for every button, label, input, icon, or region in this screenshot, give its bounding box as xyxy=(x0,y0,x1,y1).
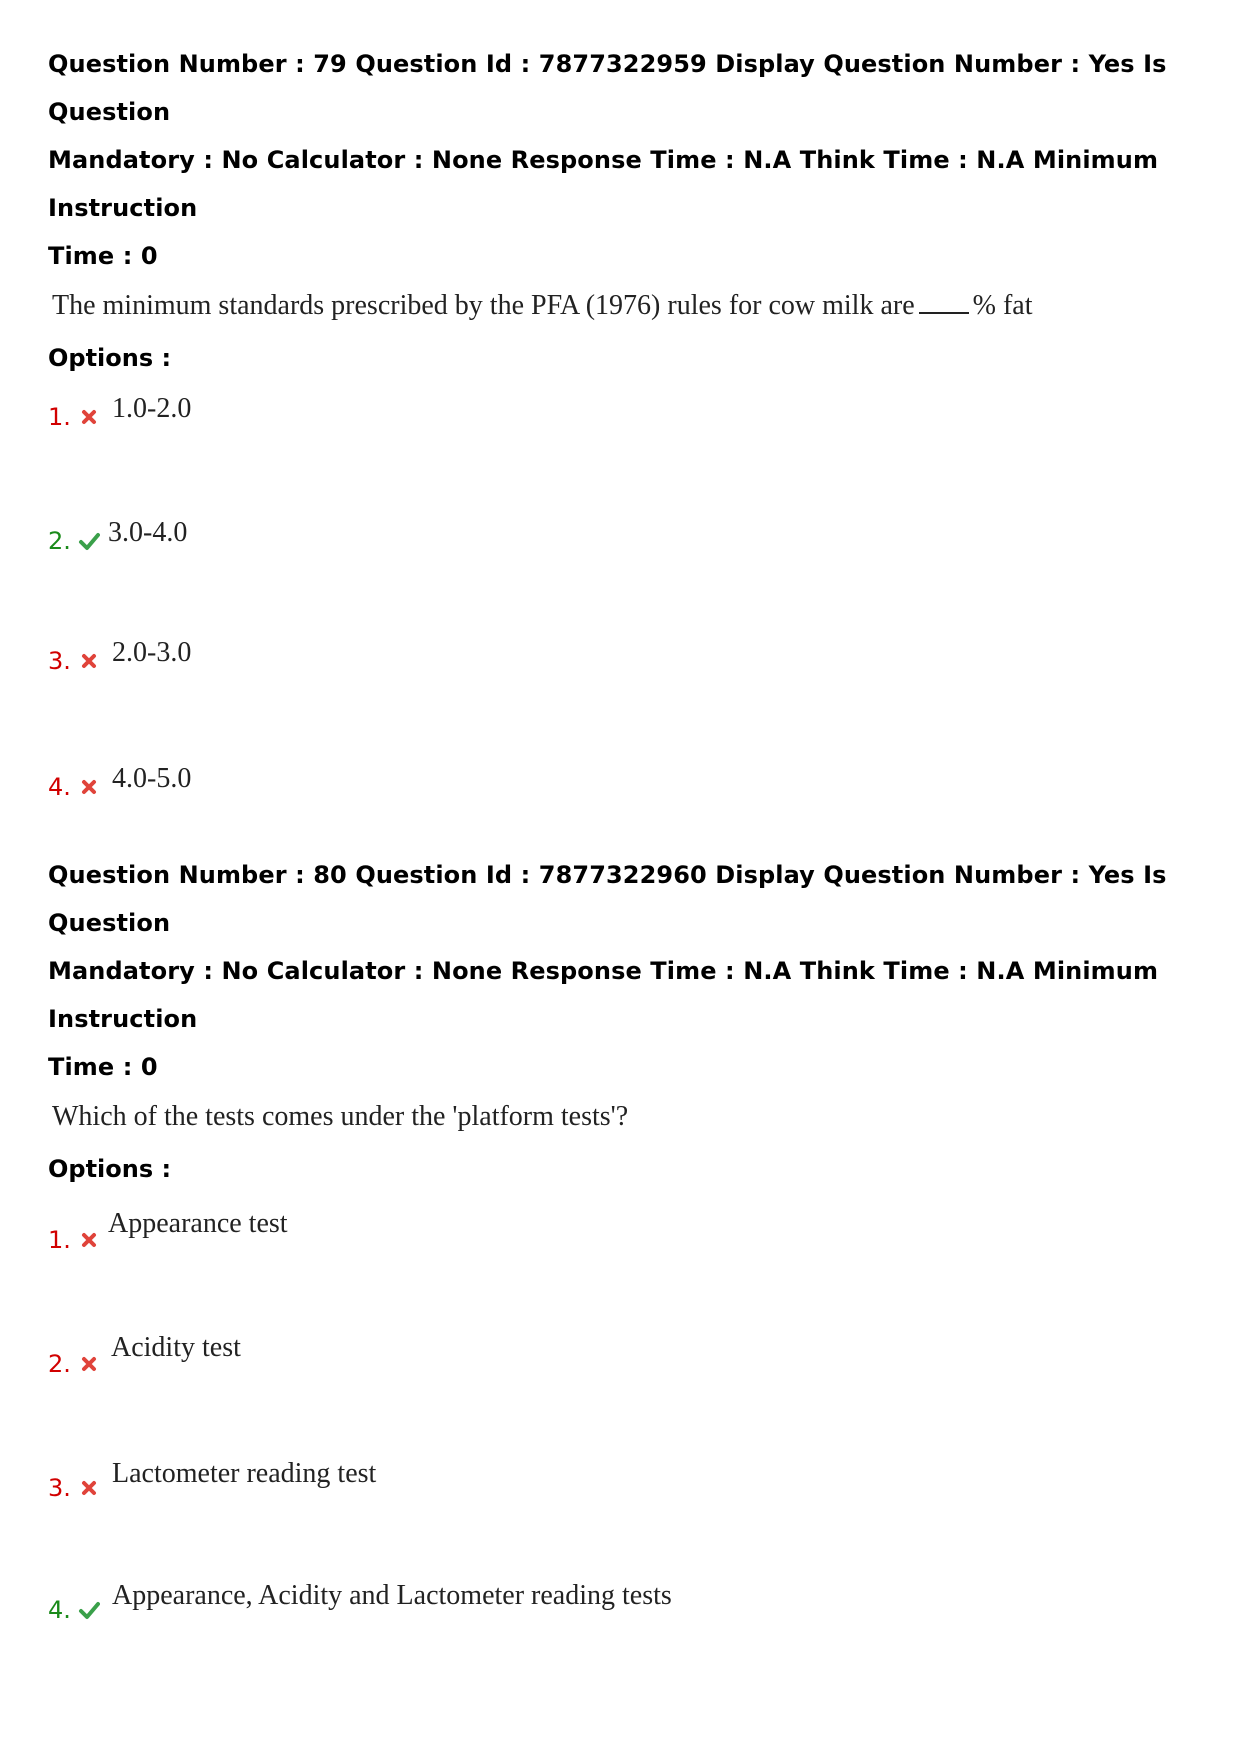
option-text: 4.0-5.0 xyxy=(112,763,192,794)
option-text: 2.0-3.0 xyxy=(112,637,192,668)
option-item xyxy=(48,516,1208,556)
option-text: Appearance, Acidity and Lactometer reading tests xyxy=(112,1580,672,1611)
cross-icon xyxy=(78,1353,100,1375)
question-meta-line: Question Number : 80 Question Id : 7877322960 Display Question Number : Yes Is Question xyxy=(48,861,1167,937)
check-icon xyxy=(78,530,100,552)
question-stem: Which of the tests comes under the 'platform tests'? xyxy=(52,1101,629,1132)
option-number: 2. xyxy=(48,527,71,555)
option-number: 4. xyxy=(48,773,71,801)
option-item xyxy=(48,762,1208,802)
option-number: 1. xyxy=(48,1226,71,1254)
cross-icon xyxy=(78,776,100,798)
check-icon xyxy=(78,1599,100,1621)
option-number: 2. xyxy=(48,1350,71,1378)
option-number: 3. xyxy=(48,647,71,675)
fill-in-blank xyxy=(919,290,969,314)
option-item xyxy=(48,1332,1208,1379)
question-meta-line: Time : 0 xyxy=(48,1053,158,1081)
cross-icon xyxy=(78,1477,100,1499)
option-item xyxy=(48,1208,1208,1255)
cross-icon xyxy=(78,650,100,672)
question-block-79 xyxy=(48,40,1208,802)
question-meta-line: Mandatory : No Calculator : None Response Time : N.A Think Time : N.A Minimum Instruction xyxy=(48,146,1159,222)
option-number: 4. xyxy=(48,1596,71,1624)
cross-icon xyxy=(78,1229,100,1251)
option-number: 1. xyxy=(48,403,71,431)
option-text: 3.0-4.0 xyxy=(108,517,188,548)
cross-icon xyxy=(78,406,100,428)
options-label: Options : xyxy=(48,344,172,372)
question-stem-suffix: % fat xyxy=(972,290,1033,321)
option-text: Acidity test xyxy=(111,1332,241,1363)
question-stem xyxy=(52,286,1208,326)
option-text: Appearance test xyxy=(108,1208,288,1239)
option-item xyxy=(48,1580,1208,1625)
option-item xyxy=(48,1458,1208,1503)
question-meta-line: Time : 0 xyxy=(48,242,158,270)
option-text: Lactometer reading test xyxy=(112,1458,377,1489)
question-block-80 xyxy=(48,851,1208,1625)
question-meta-line: Mandatory : No Calculator : None Response Time : N.A Think Time : N.A Minimum Instruction xyxy=(48,957,1159,1033)
options-label: Options : xyxy=(48,1155,172,1183)
question-meta-line: Question Number : 79 Question Id : 7877322959 Display Question Number : Yes Is Question xyxy=(48,50,1167,126)
option-item xyxy=(48,392,1208,432)
option-item xyxy=(48,636,1208,676)
question-stem-text: The minimum standards prescribed by the PFA (1976) rules for cow milk are xyxy=(52,290,915,321)
option-number: 3. xyxy=(48,1474,71,1502)
option-text: 1.0-2.0 xyxy=(112,393,192,424)
